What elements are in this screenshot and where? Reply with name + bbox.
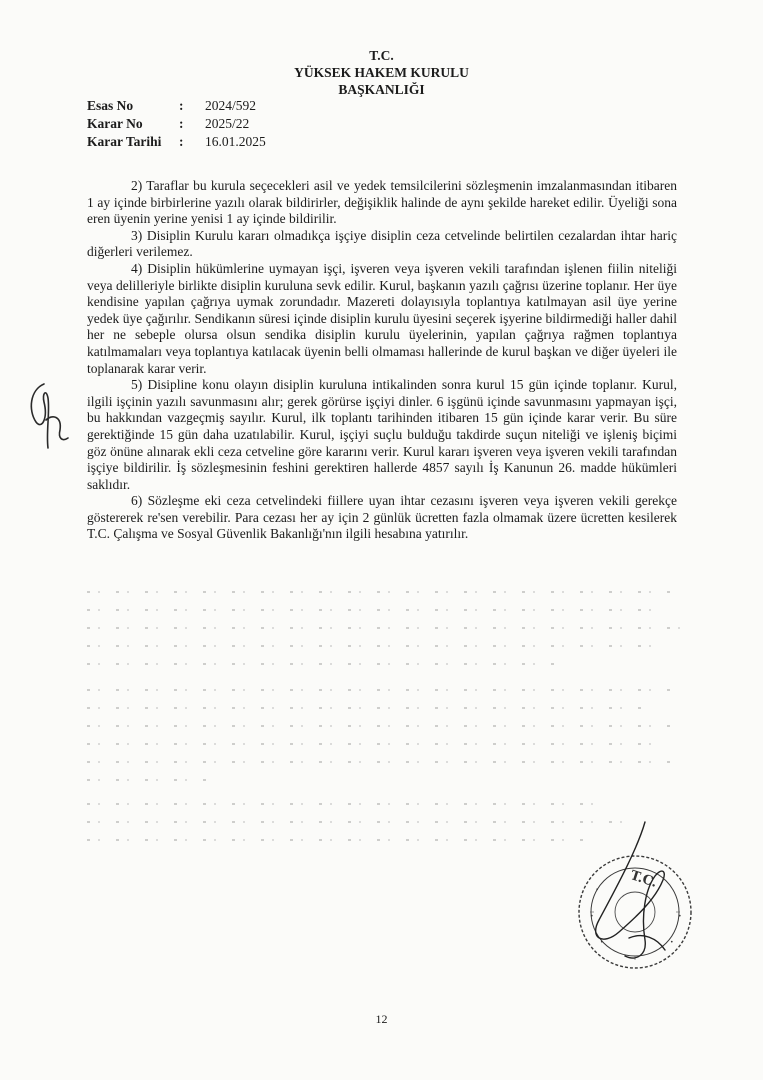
faded-line bbox=[87, 645, 657, 647]
meta-colon: : bbox=[179, 116, 184, 131]
meta-row-karar-tarihi bbox=[87, 133, 266, 151]
faded-line bbox=[87, 839, 587, 841]
margin-initial-signature bbox=[22, 380, 72, 455]
meta-value: 2024/592 bbox=[205, 98, 257, 113]
faded-line bbox=[87, 779, 207, 781]
paragraph-2: 2) Taraflar bu kurula seçecekleri asil ve yedek temsilcilerini sözleşmenin imzalanmasından itibaren 1 ay içinde birbirlerine yazılı olarak bildirirler, değişiklik halinde de aynı şekilde hareket edilir. Üyeliği sona eren üyenin yerine yenisi 1 ay içinde bildirilir. bbox=[87, 178, 677, 227]
faded-line bbox=[87, 663, 557, 665]
faded-line bbox=[87, 743, 662, 745]
meta-value: 16.01.2025 bbox=[205, 134, 266, 149]
svg-text:•: • bbox=[600, 939, 604, 946]
meta-colon: : bbox=[179, 98, 184, 113]
svg-text:•: • bbox=[670, 939, 674, 946]
signature-icon bbox=[585, 820, 695, 990]
svg-text:•: • bbox=[678, 913, 682, 920]
svg-text:•: • bbox=[593, 886, 602, 894]
document-header bbox=[0, 47, 763, 98]
faded-line bbox=[87, 627, 682, 629]
faded-line bbox=[87, 689, 672, 691]
meta-key: Karar No bbox=[87, 116, 143, 131]
meta-colon: : bbox=[179, 134, 184, 149]
faded-line bbox=[87, 707, 647, 709]
paragraph-5: 5) Disipline konu olayın disiplin kuruluna intikalinden sonra kurul 15 gün içinde toplanır. Kurul, ilgili işçinin yazılı savunmasını alır; gerek görürse işçiyi dinler. 6 işgünü içinde savunmasını yapmayan işçi, bu hakkından vazgeçmiş sayılır. Kurul, ilk toplantı tarihinden itibaren 15 gün içinde karar verir. Bu süre gerektiğinde 15 gün daha uzatılabilir. Kurul, işçiyi suçlu bulduğu takdirde suçun niteliği ve işleniş biçimi göz önüne alınarak ekli ceza cetveline göre kararını verir. Kurul kararı işveren veya işveren vekili tarafından işçiye bildirilir. İş sözleşmesinin feshini gerektiren hallerde 4857 sayılı İş Kanunun 26. madde hükümleri saklıdır. bbox=[87, 377, 677, 492]
page-number: 12 bbox=[375, 1012, 388, 1026]
meta-key: Esas No bbox=[87, 98, 134, 113]
meta-value: 2025/22 bbox=[205, 116, 250, 131]
document-body bbox=[87, 178, 677, 543]
svg-text:•: • bbox=[590, 913, 594, 920]
meta-key: Karar Tarihi bbox=[87, 134, 162, 149]
faded-line bbox=[87, 803, 607, 805]
header-line-tc: T.C. bbox=[369, 48, 394, 63]
faded-line bbox=[87, 591, 677, 593]
faded-line bbox=[87, 761, 677, 763]
faded-line bbox=[87, 821, 627, 823]
meta-row-esas-no bbox=[87, 97, 266, 115]
header-line-institution: YÜKSEK HAKEM KURULU bbox=[294, 65, 469, 80]
case-meta bbox=[87, 97, 266, 151]
paragraph-3: 3) Disiplin Kurulu kararı olmadıkça işçiye disiplin ceza cetvelinde belirtilen cezalardan ihtar hariç diğerleri verilemez. bbox=[87, 227, 677, 260]
paragraph-4: 4) Disiplin hükümlerine uymayan işçi, işveren veya işveren vekili tarafından işlenen fiilin niteliği veya delilleriyle birlikte disiplin kuruluna sevk edilir. Kurul, başkanın yazılı çağrısı üzerine toplanır. Her üye kendisine yapılan çağrıya uymak zorundadır. Mazereti dolayısıyla toplantıya katılmayan asil üye yerine yedek üye çağırılır. Sendikanın süresi içinde disiplin kurulu üyesini seçerek işyerine bildirmediği haller dahil her ne sebeple olursa olsun sendika disiplin kurulu üyelerinin, yapılan çağrıya rağmen toplantıya katılmamaları veya toplantıya katılacak üyenin belli olmaması hallerinde de kurul başkan ve diğer üyeleri ile toplanarak karar verir. bbox=[87, 260, 677, 376]
faded-line bbox=[87, 609, 667, 611]
seal-text: T.C. bbox=[628, 868, 659, 891]
faded-line bbox=[87, 725, 677, 727]
header-line-presidency: BAŞKANLIĞI bbox=[338, 82, 425, 97]
meta-row-karar-no bbox=[87, 115, 266, 133]
paragraph-6: 6) Sözleşme eki ceza cetvelindeki fiillere uyan ihtar cezasını işveren veya işveren vekili gerekçe göstererek re'sen verebilir. Para cezası her ay için 2 günlük ücretten fazla olmamak üzere ücretten kesilerek T.C. Çalışma ve Sosyal Güvenlik Bakanlığı'nın ilgili hesabına yatırılır. bbox=[87, 493, 677, 542]
faded-bleed-through-text bbox=[87, 585, 687, 855]
